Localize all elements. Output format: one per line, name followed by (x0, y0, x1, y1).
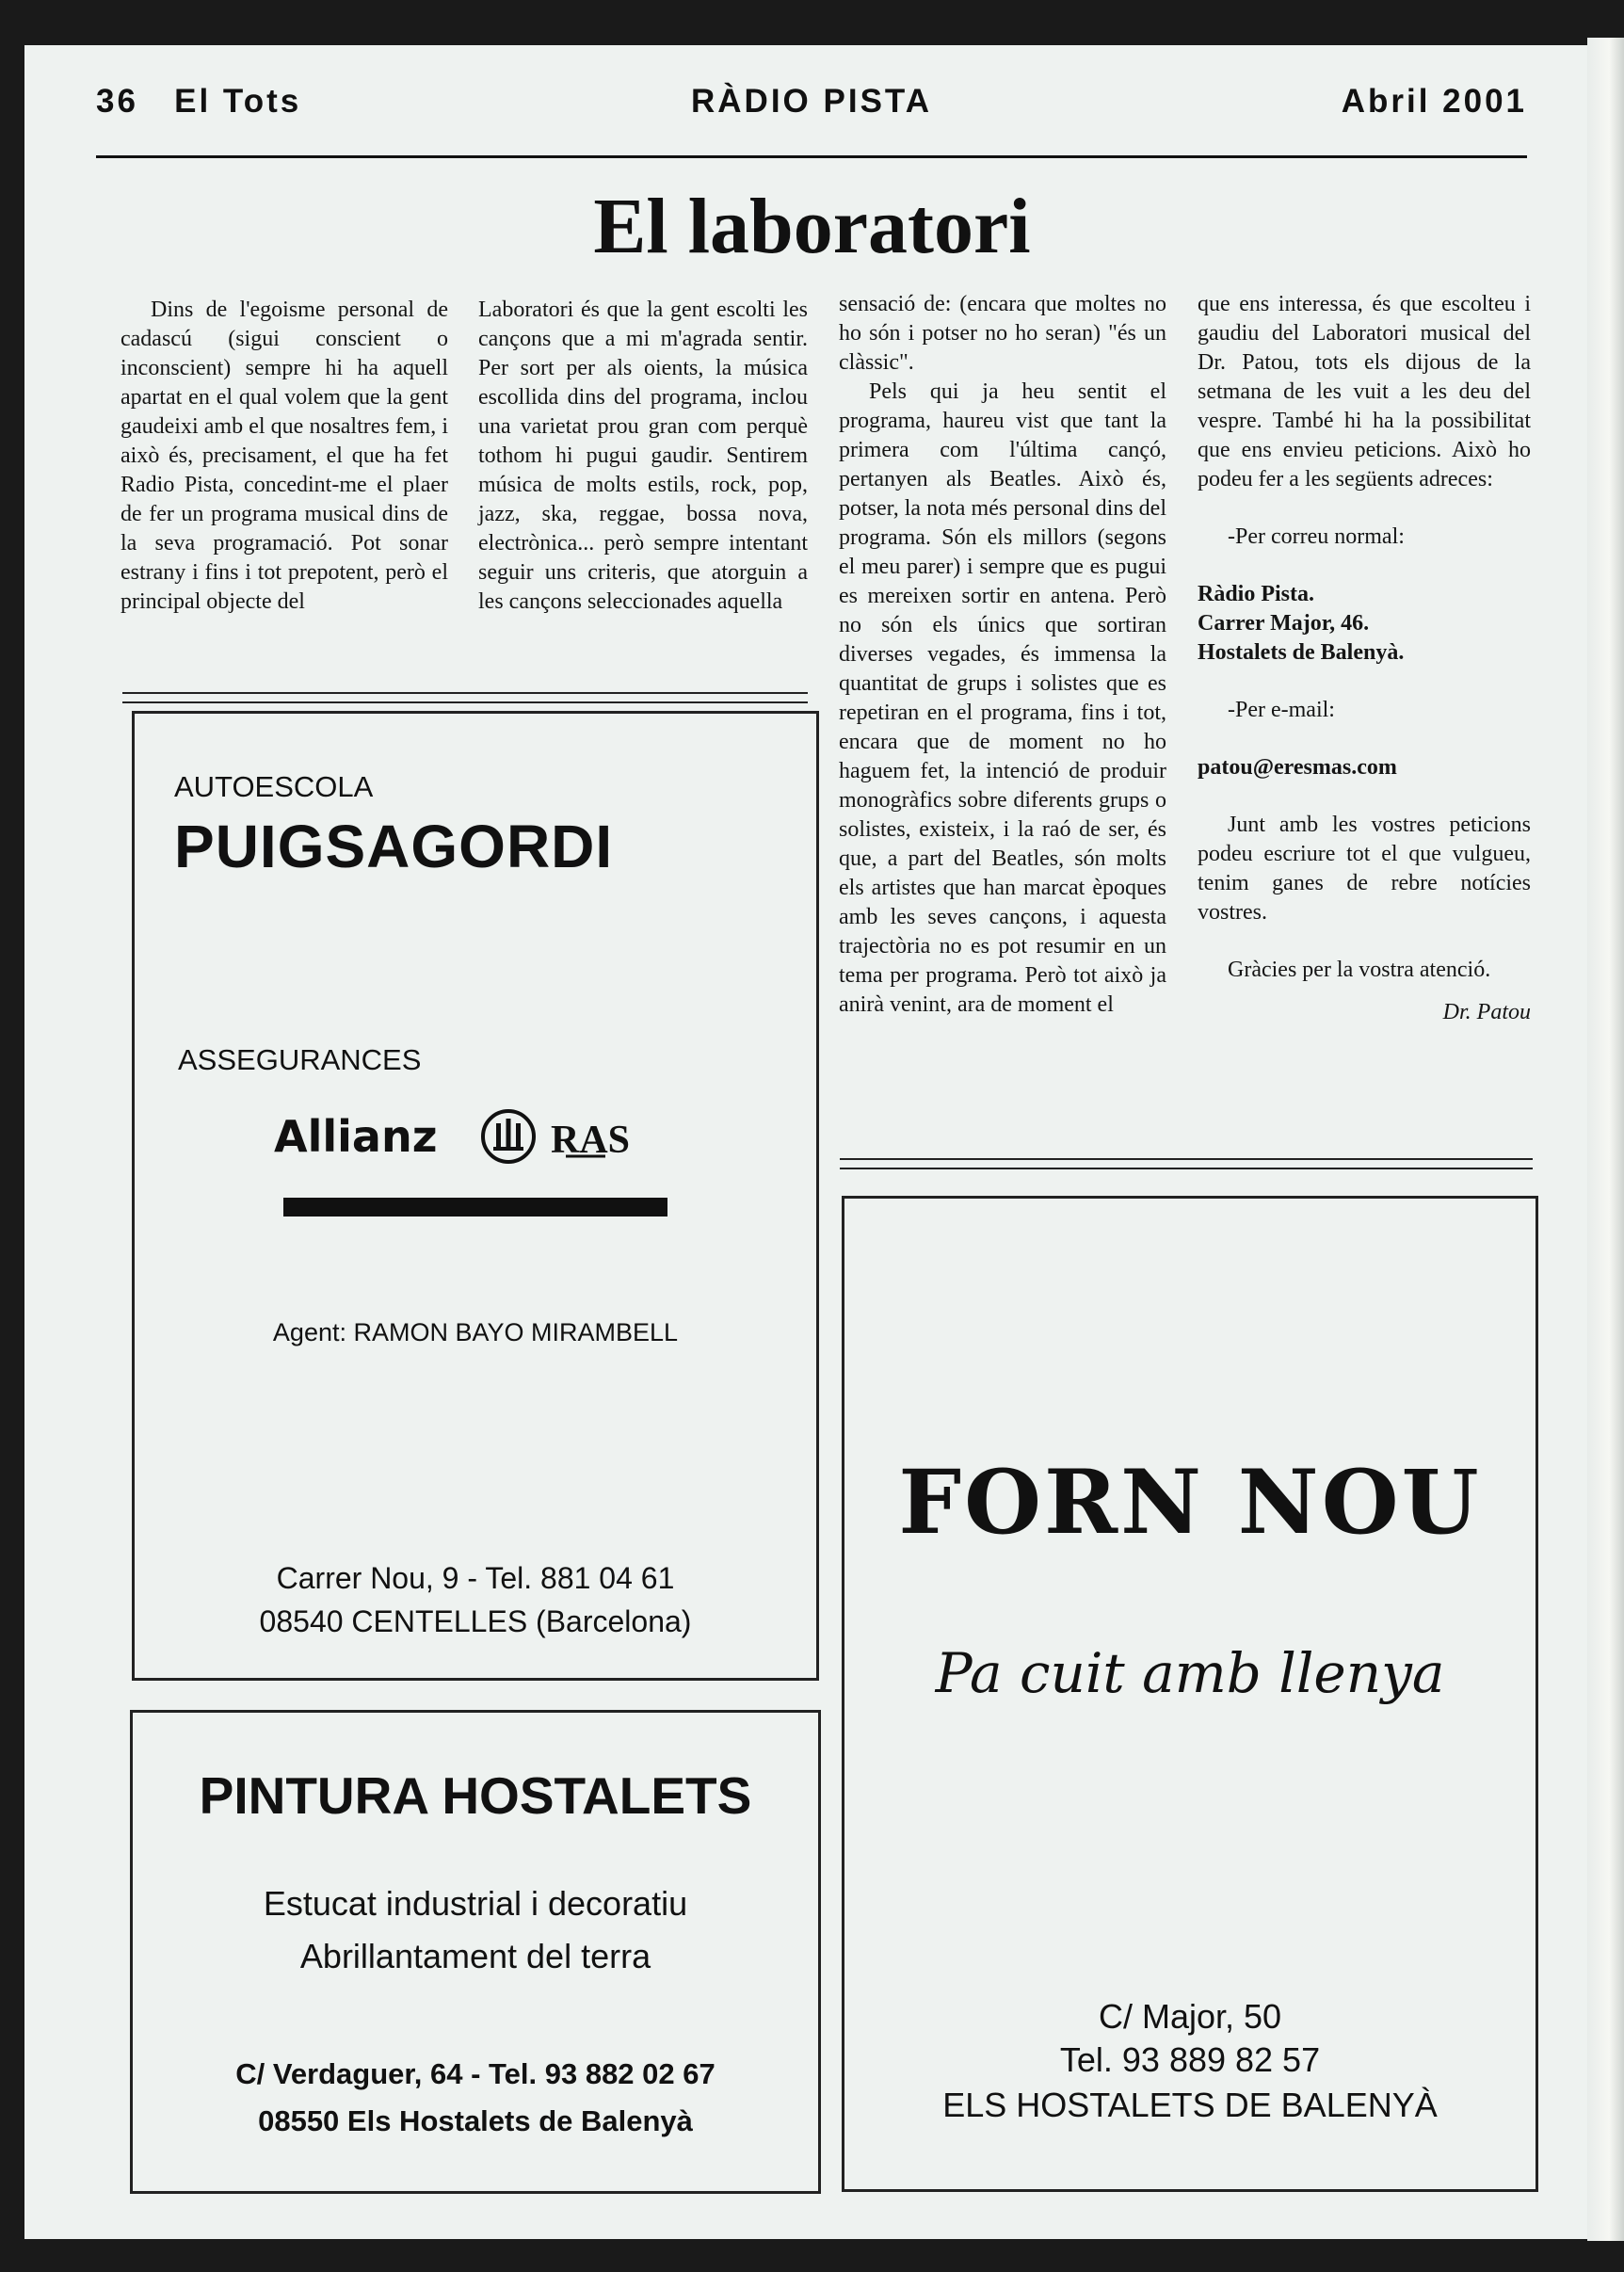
page-header (96, 83, 1527, 126)
ras-logo-icon (549, 1109, 631, 1166)
ad-company-name: PINTURA HOSTALETS (199, 1766, 752, 1825)
signature: Dr. Patou (1442, 1000, 1531, 1024)
ad-pintura-hostalets (130, 1710, 821, 2194)
paragraph: Dins de l'egoisme personal de cadascú (sigui conscient o inconscient) sempre hi ha aquell apartat en el qual volem que la gent gaudeixi amb el que nosaltres fem, i això és, precisament, el que ha fet Radio Pista, concedint-me el plaer de fer un programa musical dins de la seva programació. Pot sonar estrany i fins i tot prepotent, però el principal objecte del (121, 298, 448, 614)
paragraph: Junt amb les vostres peticions podeu escriure tot el que vulgueu, tenim ganes de rebre notícies vostres. (1198, 813, 1531, 925)
ad-insurance-label: ASSEGURANCES (178, 1043, 422, 1076)
ad-city: 08540 CENTELLES (Barcelona) (259, 1604, 692, 1638)
paragraph: Pels qui ja heu sentit el programa, haureu vist que tant la primera com l'última cançó, pertanyen als Beatles. Això és, potser, la nota més personal dins del programa. Són els millors (segons el meu parer) i sempre que es pugui es mereixen sortir en antena. Però no són els únics que sortiran diverses vegades, és immensa la quantitat de grups i solistes que es repetiran en el programa, fins i tot, encara que de moment no ho haguem fet, la intenció de produir monogràfics sobre diferents grups o solistes, existeix, i la raó de ser, és que, a part del Beatles, són molts els artistes que han marcat èpoques amb les seves cançons, i aquesta trajectòria no es pot resumir en un tema per programa. Però tot això ja anirà venint, ara de moment el (839, 379, 1166, 1017)
ad-address: C/ Major, 50 (1098, 1997, 1282, 2036)
paragraph: Laboratori és que la gent escolti les cançons que a mi m'agrada sentir. Per sort per als oients, la música escollida dins del programa, inclou una varietat prou gran com perquè tothom hi pugui gaudir. Sentirem música de molts estils, rock, pop, jazz, ska, reggae, bossa nova, electrònica... però sempre intentant seguir uns criteris, que atorguin a les cançons seleccionades aquella (478, 298, 808, 614)
article-column-1 (121, 296, 448, 617)
article-column-3 (839, 290, 1166, 1020)
ad-service-line: Abrillantament del terra (299, 1937, 651, 1975)
article-column-2 (478, 296, 808, 617)
ad-slogan: Pa cuit amb llenya (935, 1641, 1445, 1705)
ad-city: ELS HOSTALETS DE BALENYÀ (942, 2086, 1438, 2124)
email-label: -Per e-mail: (1228, 698, 1335, 722)
ad-agent: Agent: RAMON BAYO MIRAMBELL (272, 1318, 679, 1346)
allianz-eagle-icon (479, 1107, 538, 1166)
ad-phone: Tel. 93 889 82 57 (1059, 2040, 1321, 2079)
ad-autoescola (132, 711, 819, 1681)
ad-kicker: AUTOESCOLA (174, 770, 374, 803)
address-line: Ràdio Pista. (1198, 582, 1315, 606)
section-name: RÀDIO PISTA (691, 83, 932, 120)
email-address: patou@eresmas.com (1198, 755, 1397, 780)
address-line: Hostalets de Balenyà. (1198, 640, 1405, 665)
ad-forn-nou (842, 1196, 1538, 2192)
article-title: El laboratori (593, 183, 1031, 270)
paragraph: Gràcies per la vostra atenció. (1228, 958, 1491, 982)
page-number: 36 (96, 83, 138, 120)
article-column-4 (1198, 290, 1531, 1027)
section-divider (122, 692, 808, 703)
next-page-edge (1587, 38, 1624, 2241)
section-divider (840, 1158, 1533, 1169)
mail-label: -Per correu normal: (1228, 524, 1405, 549)
ad-address: Carrer Nou, 9 - Tel. 881 04 61 (276, 1561, 675, 1595)
publication-name: El Tots (174, 83, 302, 120)
paragraph: que ens interessa, és que escolteu i gaudiu del Laboratori musical del Dr. Patou, tots els dijous de la setmana de les vuit a les deu del vespre. També hi ha la possibilitat que ens envieu peticions. Això ho podeu fer a les següents adreces: (1198, 292, 1531, 491)
issue-date: Abril 2001 (1341, 83, 1527, 120)
allianz-logo-text: Allianz (274, 1111, 438, 1162)
header-rule (96, 155, 1527, 158)
ad-address: C/ Verdaguer, 64 - Tel. 93 882 02 67 (235, 2057, 716, 2090)
address-line: Carrer Major, 46. (1198, 611, 1370, 636)
ad-company-name: FORN NOU (898, 1451, 1482, 1555)
ad-city: 08550 Els Hostalets de Balenyà (258, 2104, 693, 2137)
ad-company-name: PUIGSAGORDI (174, 813, 614, 880)
paragraph: sensació de: (encara que moltes no ho són i potser no ho seran) "és un clàssic". (839, 292, 1166, 375)
svg-text:RAS: RAS (551, 1119, 631, 1162)
ad-service-line: Estucat industrial i decoratiu (263, 1884, 688, 1923)
ad-black-bar (283, 1198, 667, 1217)
